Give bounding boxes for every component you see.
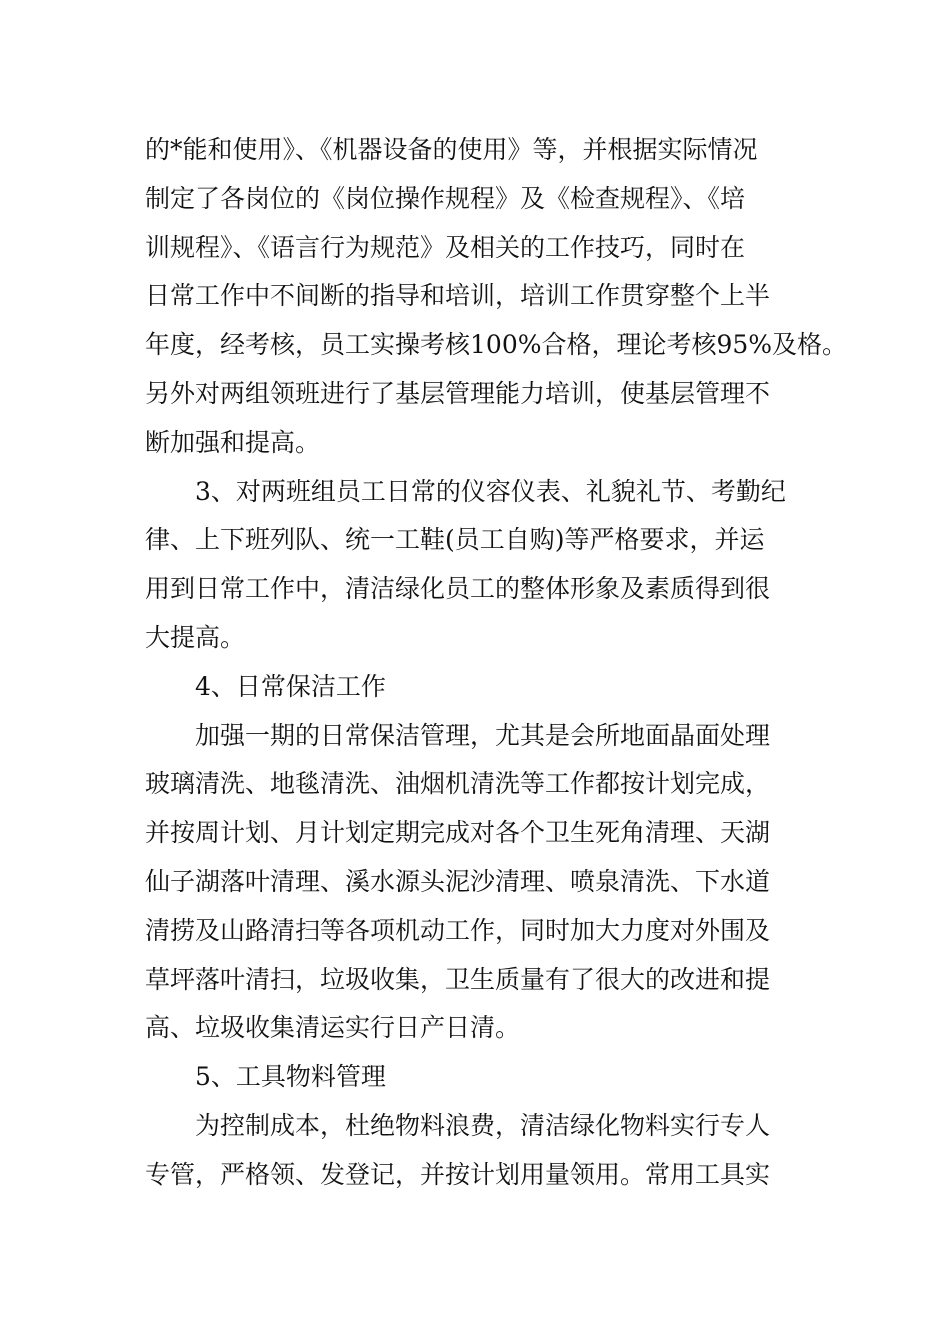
text-line: 的*能和使用》、《机器设备的使用》等，并根据实际情况: [145, 135, 758, 164]
text-line: 断加强和提高。: [145, 427, 321, 457]
paragraph-3-first-line: 3、对两班组员工日常的仪容仪表、礼貌礼节、考勤纪: [195, 476, 786, 506]
section-heading-5: 5、工具物料管理: [195, 1062, 386, 1092]
paragraph-first-line: 加强一期的日常保洁管理，尤其是会所地面晶面处理: [195, 720, 771, 750]
text-line: 并按周计划、月计划定期完成对各个卫生死角清理、天湖: [145, 818, 771, 848]
text-line: 用到日常工作中，清洁绿化员工的整体形象及素质得到很: [145, 574, 771, 604]
text-line: 日常工作中不间断的指导和培训，培训工作贯穿整个上半: [145, 281, 771, 311]
text-line: 草坪落叶清扫，垃圾收集，卫生质量有了很大的改进和提: [145, 964, 771, 994]
body-text: [145, 126, 848, 1200]
text-line: 专管，严格领、发登记，并按计划用量领用。常用工具实: [145, 1159, 771, 1189]
text-line: 训规程》、《语言行为规范》及相关的工作技巧，同时在: [145, 232, 746, 262]
text-line: 另外对两组领班进行了基层管理能力培训，使基层管理不: [145, 378, 771, 408]
text-line: 年度，经考核，员工实操考核100%合格，理论考核95%及格。: [145, 330, 848, 360]
text-line: 大提高。: [145, 622, 246, 652]
paragraph-first-line: 为控制成本，杜绝物料浪费，清洁绿化物料实行专人: [195, 1110, 771, 1140]
text-line: 清捞及山路清扫等各项机动工作，同时加大力度对外围及: [145, 915, 771, 945]
text-line: 玻璃清洗、地毯清洗、油烟机清洗等工作都按计划完成，: [145, 769, 771, 799]
text-line: 律、上下班列队、统一工鞋(员工自购)等严格要求，并运: [145, 525, 765, 555]
text-line: 高、垃圾收集清运实行日产日清。: [145, 1013, 521, 1043]
text-line: 仙子湖落叶清理、溪水源头泥沙清理、喷泉清洗、下水道: [145, 866, 771, 896]
text-line: 制定了各岗位的《岗位操作规程》及《检查规程》、《培: [145, 183, 746, 213]
section-heading-4: 4、日常保洁工作: [195, 671, 386, 701]
